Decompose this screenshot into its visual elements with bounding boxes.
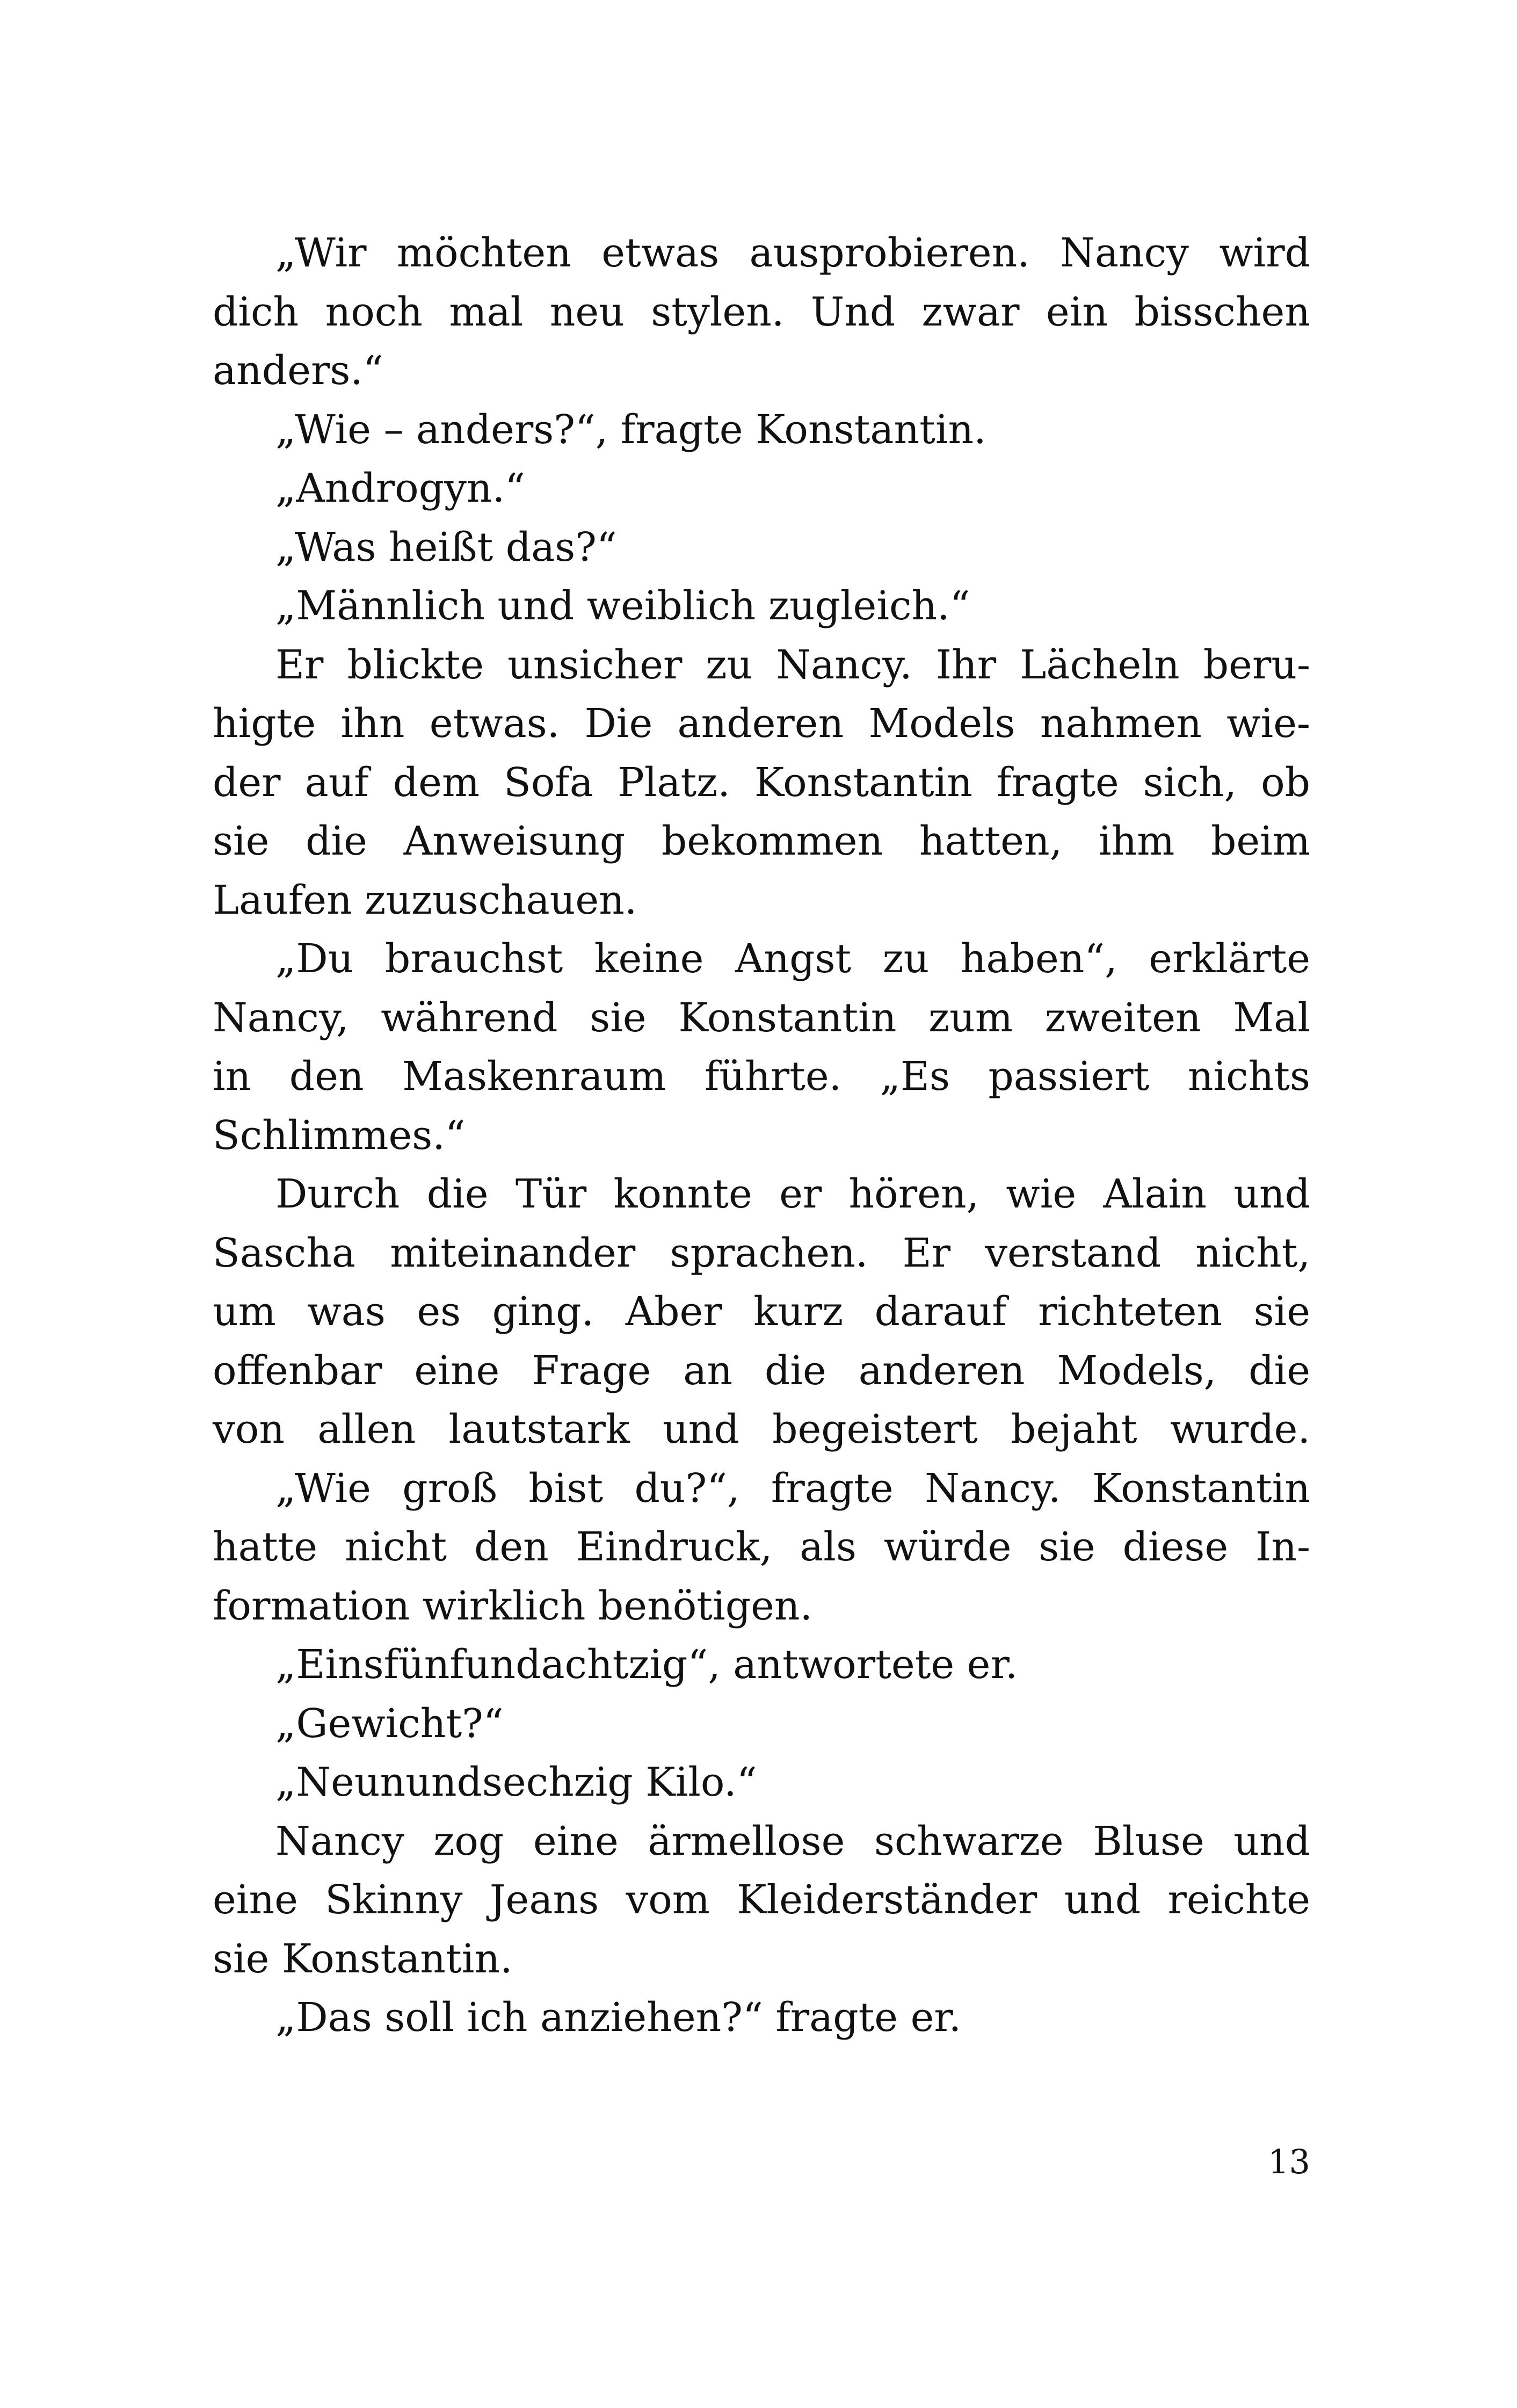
text-line: „Wie groß bist du?“, fragte Nancy. Konstantin [275,1465,1310,1512]
text-line: in den Maskenraum führte. „Es passiert nichts [213,1053,1310,1100]
text-line: eine Skinny Jeans vom Kleiderständer und reichte [213,1877,1310,1923]
text-line: „Wir möchten etwas ausprobieren. Nancy wird [275,230,1310,276]
page-number: 13 [1268,2142,1310,2181]
text-line: Nancy, während sie Konstantin zum zweiten Mal [213,994,1310,1041]
text-line: Sascha miteinander sprachen. Er verstand nicht, [213,1230,1310,1276]
text-line: „Einsfünfundachtzig“, antwortete er. [275,1642,1018,1688]
text-line: Durch die Tür konnte er hören, wie Alain und [275,1171,1310,1217]
text-line: Laufen zuzuschauen. [213,877,637,923]
text-line: formation wirklich benötigen. [213,1582,813,1629]
text-line: Er blickte unsicher zu Nancy. Ihr Lächeln beru- [275,641,1310,688]
text-line: higte ihn etwas. Die anderen Models nahmen wie- [213,700,1310,747]
text-line: „Männlich und weiblich zugleich.“ [275,583,970,629]
text-line: der auf dem Sofa Platz. Konstantin fragte sich, ob [213,759,1310,806]
text-line: um was es ging. Aber kurz darauf richteten sie [213,1289,1310,1335]
text-line: „Gewicht?“ [275,1700,504,1747]
text-line: dich noch mal neu stylen. Und zwar ein bisschen [213,288,1310,335]
text-line: „Neunundsechzig Kilo.“ [275,1759,757,1805]
text-line: „Du brauchst keine Angst zu haben“, erklärte [275,936,1310,982]
text-line: Nancy zog eine ärmellose schwarze Bluse und [275,1818,1310,1864]
text-line: von allen lautstark und begeistert bejaht wurde. [213,1406,1310,1452]
text-line: „Androgyn.“ [275,465,525,511]
body-text [213,224,1310,2048]
text-line: sie die Anweisung bekommen hatten, ihm beim [213,818,1310,864]
text-line: offenbar eine Frage an die anderen Models, die [213,1347,1310,1394]
text-line: Schlimmes.“ [213,1112,466,1159]
text-line: hatte nicht den Eindruck, als würde sie diese In- [213,1524,1310,1570]
text-line: „Das soll ich anziehen?“ fragte er. [275,1994,962,2041]
text-line: sie Konstantin. [213,1935,513,1982]
text-line: anders.“ [213,348,383,394]
text-line: „Wie – anders?“, fragte Konstantin. [275,406,986,453]
text-line: „Was heißt das?“ [275,524,617,570]
